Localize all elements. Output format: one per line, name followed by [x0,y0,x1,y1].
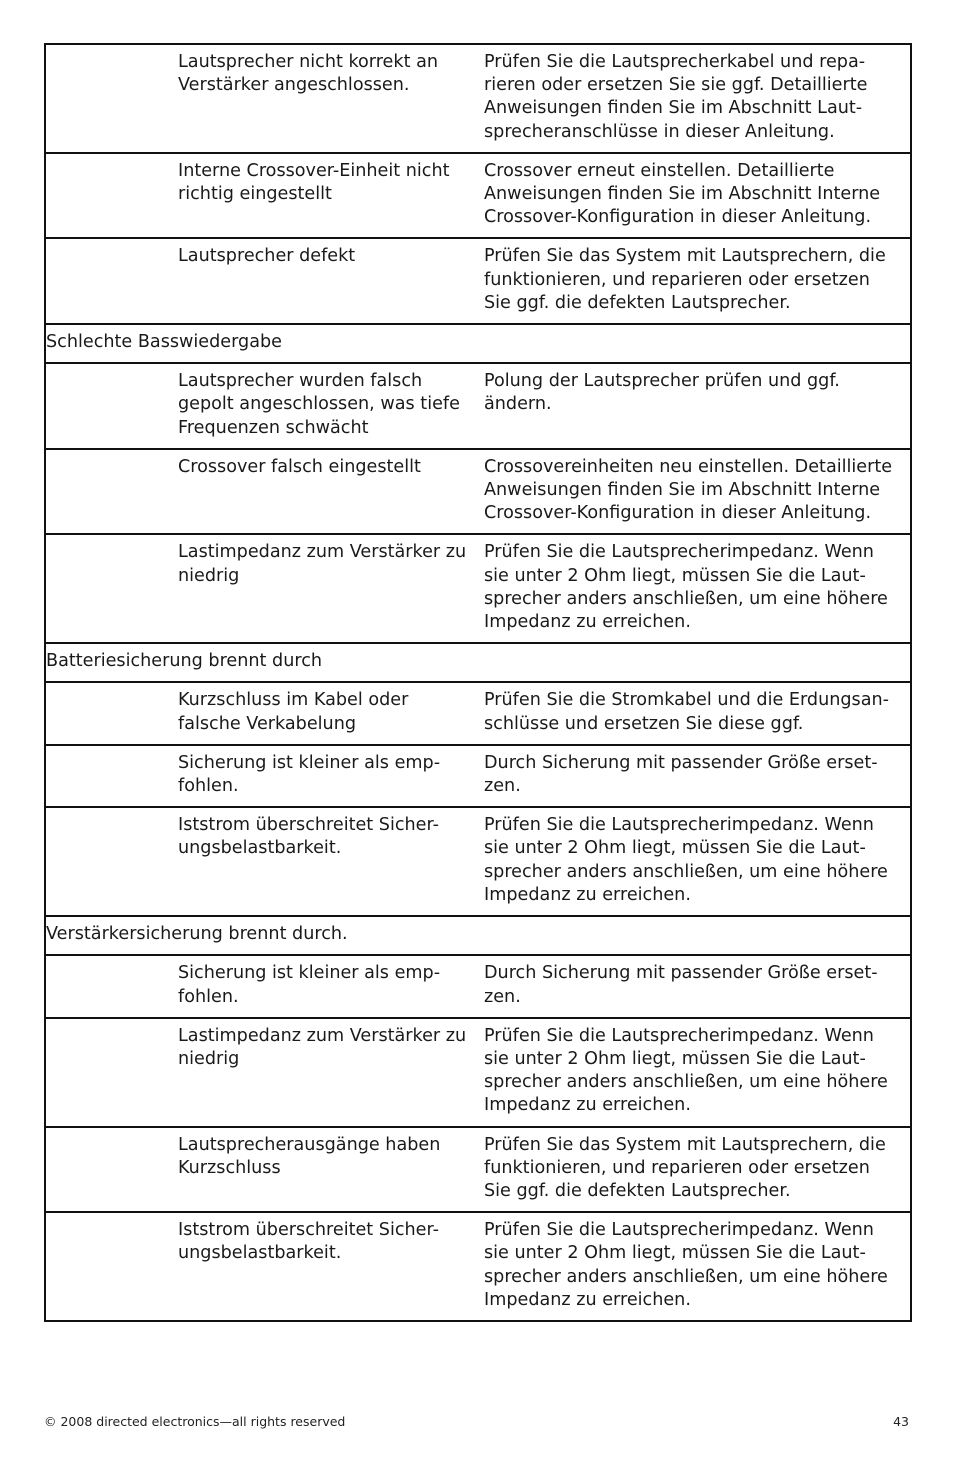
table-row [45,153,911,239]
cause-cell: Sicherung ist kleiner als emp-fohlen. [178,745,484,807]
table-row [45,238,911,324]
cause-cell: Lautsprecher nicht korrekt an Verstärker angeschlossen. [178,44,484,153]
cause-cell: Sicherung ist kleiner als emp-fohlen. [178,955,484,1017]
problem-cell [45,745,178,807]
section-heading: Verstärkersicherung brennt durch. [45,916,911,955]
problem-cell [45,807,178,916]
problem-cell [45,153,178,239]
table-row [45,449,911,535]
table-row [45,745,911,807]
cause-cell: Kurzschluss im Kabel oder falsche Verkabelung [178,682,484,744]
solution-cell: Prüfen Sie die Lautsprecherimpedanz. Wenn sie unter 2 Ohm liegt, müssen Sie die Laut-sprecher anders anschließen, um eine höhere Impedanz zu erreichen. [484,1212,911,1321]
problem-cell [45,534,178,643]
problem-cell [45,1212,178,1321]
section-heading: Schlechte Basswiedergabe [45,324,911,363]
table-row [45,682,911,744]
troubleshooting-table-body [45,44,911,1321]
problem-cell [45,955,178,1017]
solution-cell: Durch Sicherung mit passender Größe erset-zen. [484,955,911,1017]
solution-cell: Prüfen Sie die Lautsprecherimpedanz. Wenn sie unter 2 Ohm liegt, müssen Sie die Laut-sprecher anders anschließen, um eine höhere Impedanz zu erreichen. [484,807,911,916]
cause-cell: Crossover falsch eingestellt [178,449,484,535]
cause-cell: Lautsprecher wurden falsch gepolt angeschlossen, was tiefe Frequenzen schwächt [178,363,484,449]
solution-cell: Prüfen Sie die Lautsprecherimpedanz. Wenn sie unter 2 Ohm liegt, müssen Sie die Laut-sprecher anders anschließen, um eine höhere Impedanz zu erreichen. [484,534,911,643]
problem-cell [45,44,178,153]
solution-cell: Polung der Lautsprecher prüfen und ggf. ändern. [484,363,911,449]
table-row [45,1127,911,1213]
solution-cell: Prüfen Sie die Lautsprecherimpedanz. Wenn sie unter 2 Ohm liegt, müssen Sie die Laut-sprecher anders anschließen, um eine höhere Impedanz zu erreichen. [484,1018,911,1127]
problem-cell [45,363,178,449]
section-heading-row [45,916,911,955]
cause-cell: Lautsprecher defekt [178,238,484,324]
problem-cell [45,449,178,535]
table-row [45,534,911,643]
table-row [45,807,911,916]
footer-page-number: 43 [893,1414,909,1429]
problem-cell [45,1018,178,1127]
troubleshooting-table [44,43,912,1322]
solution-cell: Crossover erneut einstellen. Detaillierte Anweisungen finden Sie im Abschnitt Interne Crossover-Konfiguration in dieser Anleitung. [484,153,911,239]
section-heading-row [45,324,911,363]
cause-cell: Iststrom überschreitet Sicher-ungsbelastbarkeit. [178,1212,484,1321]
cause-cell: Lastimpedanz zum Verstärker zu niedrig [178,534,484,643]
section-heading: Batteriesicherung brennt durch [45,643,911,682]
table-row [45,955,911,1017]
cause-cell: Lastimpedanz zum Verstärker zu niedrig [178,1018,484,1127]
cause-cell: Iststrom überschreitet Sicher-ungsbelastbarkeit. [178,807,484,916]
solution-cell: Durch Sicherung mit passender Größe erset-zen. [484,745,911,807]
cause-cell: Interne Crossover-Einheit nicht richtig eingestellt [178,153,484,239]
table-row [45,1018,911,1127]
section-heading-row [45,643,911,682]
table-row [45,1212,911,1321]
table-row [45,363,911,449]
problem-cell [45,1127,178,1213]
solution-cell: Prüfen Sie das System mit Lautsprechern, die funktionieren, und reparieren oder ersetzen Sie ggf. die defekten Lautsprecher. [484,238,911,324]
table-row [45,44,911,153]
solution-cell: Crossovereinheiten neu einstellen. Detaillierte Anweisungen finden Sie im Abschnitt Interne Crossover-Konfiguration in dieser Anleitung. [484,449,911,535]
solution-cell: Prüfen Sie das System mit Lautsprechern, die funktionieren, und reparieren oder ersetzen Sie ggf. die defekten Lautsprecher. [484,1127,911,1213]
cause-cell: Lautsprecherausgänge haben Kurzschluss [178,1127,484,1213]
footer-copyright: © 2008 directed electronics—all rights reserved [44,1414,346,1429]
solution-cell: Prüfen Sie die Lautsprecherkabel und repa-rieren oder ersetzen Sie sie ggf. Detaillierte Anweisungen finden Sie im Abschnitt Laut-sprecheranschlüsse in dieser Anleitung. [484,44,911,153]
problem-cell [45,238,178,324]
problem-cell [45,682,178,744]
solution-cell: Prüfen Sie die Stromkabel und die Erdungsan-schlüsse und ersetzen Sie diese ggf. [484,682,911,744]
